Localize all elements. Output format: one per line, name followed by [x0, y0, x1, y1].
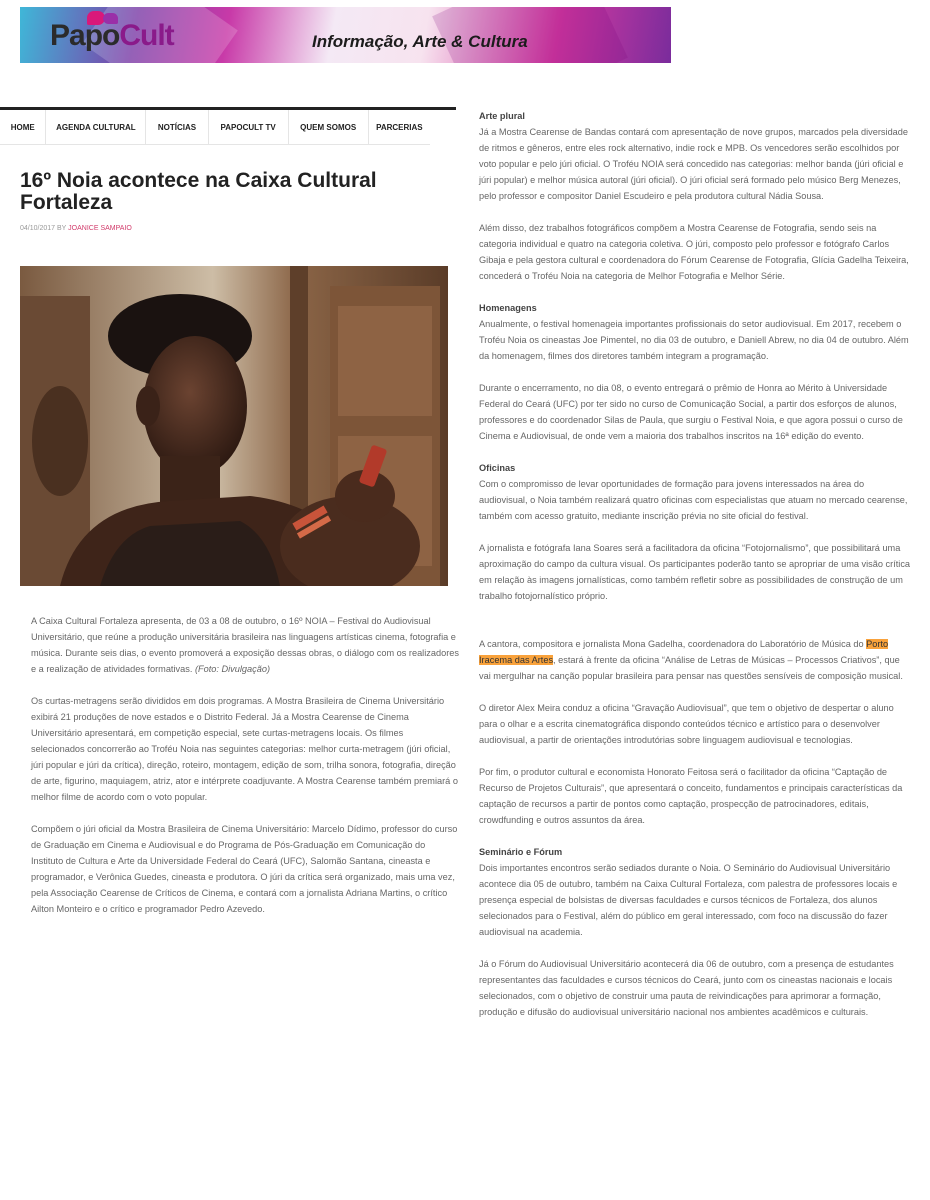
article-paragraph: Já a Mostra Cearense de Bandas contará com apresentação de nove grupos, marcados pela diversidade de ritmos e gêneros, entre eles rock alternativo, indie rock e MPB. Os vencedores serão escolhidos por voto popular e pelo júri oficial. O Troféu NOIA será concedido nas categorias: melhor banda (júri oficial e júri popular) e melhor música autoral (júri oficial). O júri oficial será formado pelo músico Berg Menezes, pelo professor e compositor Daniel Escudeiro e pela produtora cultural Nádia Sousa. [479, 127, 909, 201]
article-paragraph: Durante o encerramento, no dia 08, o evento entregará o prêmio de Honra ao Mérito à Universidade Federal do Ceará (UFC) por ter sido no curso de Comunicação Social, a partir dos esforços de alunos, professores e do coordenador Silas de Paula, que surgiu o Festival Noia, e que agora possui o curso de Cinema e Audiovisual, de onde vem a maioria dos trabalhos inscritos na 16ª edição do evento. [479, 383, 903, 441]
article-paragraph: Os curtas-metragens serão divididos em dois programas. A Mostra Brasileira de Cinema Universitário exibirá 21 produções de nove estados e o Distrito Federal. Já a Mostra Cearense de Cinema Universitário apresentará, em competição especial, sete curtas-metragens locais. Os filmes selecionados concorrerão ao Troféu Noia nas seguintes categorias: melhor curta-metragem (júri oficial, júri popular e júri da crítica), direção, roteiro, montagem, edição de som, trilha sonora, fotografia, direção de arte, figurino, maquiagem, atriz, ator e intérprete coadjuvante. A Mostra Cearense também premiará o melhor filme de acordo com o voto popular. [31, 696, 458, 802]
photo-illustration [20, 266, 448, 586]
article-date: 04/10/2017 [20, 225, 56, 232]
header-banner [20, 7, 671, 63]
by-label: BY [57, 225, 67, 232]
nav-item-agenda-cultural[interactable]: AGENDA CULTURAL [46, 110, 146, 144]
article-paragraph: A jornalista e fotógrafa Iana Soares será a facilitadora da oficina “Fotojornalismo”, que possibilitará uma aproximação do campo da cultura visual. Os participantes poderão tanto se apropriar de uma visão crítica em relação às imagens jornalísticas, como também refletir sobre as possibilidades de construção de um trabalho fotojornalístico próprio. [479, 543, 911, 601]
article-paragraph [31, 613, 459, 677]
paragraph-text: , estará à frente da oficina “Análise de Letras de Músicas – Processos Criativos”, que vai mergulhar na canção popular brasileira para pensar nas questões sensíveis de composição musical. [479, 655, 903, 681]
logo-part-2: Cult [119, 19, 174, 52]
article-paragraph: Compõem o júri oficial da Mostra Brasileira de Cinema Universitário: Marcelo Dídimo, professor do curso de Graduação em Cinema e Audiovisual e do Programa de Pós-Graduação em Comunicação do Instituto de Cultura e Arte da Universidade Federal do Ceará (UFC), Salomão Santana, cineasta e programador, e Verônica Guedes, cineasta e produtora. O júri da crítica será organizado, mais uma vez, pela Associação Cearense de Críticos de Cinema, e contará com a jornalista Adriana Martins, o crítico Ailton Monteiro e o crítico e programador Pedro Azevedo. [31, 824, 458, 914]
nav-item-noticias[interactable]: NOTÍCIAS [146, 110, 208, 144]
article-author-link[interactable]: JOANICE SAMPAIO [68, 225, 132, 232]
nav-item-home[interactable]: HOME [0, 110, 46, 144]
article-meta [20, 225, 132, 232]
nav-item-quem-somos[interactable]: QUEM SOMOS [289, 110, 369, 144]
article-paragraph: Por fim, o produtor cultural e economista Honorato Feitosa será o facilitador da oficina “Captação de Recurso de Projetos Culturais”, que apresentará o conceito, fundamentos e principais características da captação de recursos a partir de pontos como captação, prospecção de patrocinadores, editais, crowdfunding e outros assuntos da área. [479, 767, 903, 825]
section-heading-arte-plural: Arte plural [479, 111, 525, 121]
article-paragraph: Anualmente, o festival homenageia importantes profissionais do setor audiovisual. Em 2017, recebem o Troféu Noia os cineastas Joe Pimentel, no dia 03 de outubro, e Daniell Abrew, no dia 04 de outubro. Além da homenagem, filmes dos diretores também integram a programação. [479, 319, 909, 361]
photo-credit: (Foto: Divulgação) [194, 664, 271, 674]
section-heading-homenagens: Homenagens [479, 303, 537, 313]
article-title: 16º Noia acontece na Caixa Cultural Fortaleza [20, 169, 377, 214]
article-paragraph: Dois importantes encontros serão sediados durante o Noia. O Seminário do Audiovisual Universitário acontece dia 05 de outubro, também na Caixa Cultural Fortaleza, com palestra de professores locais e presença especial de bolsistas de diversas faculdades e cursos técnicos de Fortaleza, dos alunos selecionados para o Festival, além do público em geral interessado, com foco na discussão do fazer audiovisual na academia. [479, 863, 898, 937]
site-tagline: Informação, Arte & Cultura [312, 32, 528, 51]
article-paragraph: Além disso, dez trabalhos fotográficos compõem a Mostra Cearense de Fotografia, sendo seis na categoria individual e quatro na categoria coletiva. O júri, composto pelo professor e fotógrafo Carlos Gibaja e pela gestora cultural e coordenadora do Fórum Cearense de Fotografia, Glícia Gadelha Teixeira, concederá o Troféu Noia na categoria de Melhor Fotografia e Melhor Série. [479, 223, 909, 281]
section-heading-seminario-forum: Seminário e Fórum [479, 847, 563, 857]
featured-photo [20, 266, 448, 586]
highlighted-link-porto-iracema[interactable]: Porto Iracema das Artes [479, 639, 889, 665]
article-paragraph: Já o Fórum do Audiovisual Universitário acontecerá dia 06 de outubro, com a presença de estudantes representantes das faculdades e cursos técnicos do Ceará, junto com os cineastas nacionais e locais selecionados, com o objetivo de construir uma pauta de reivindicações para aprimorar a formação, produção e difusão do audiovisual universitário nacional nos ambientes acadêmicos e culturais. [479, 959, 894, 1017]
nav-item-parcerias[interactable]: PARCERIAS [376, 122, 423, 132]
article-body-left [31, 613, 459, 933]
nav-item-papocult-tv[interactable]: PAPOCULT TV [209, 110, 289, 144]
main-nav [0, 110, 430, 145]
section-heading-oficinas: Oficinas [479, 463, 516, 473]
article-paragraph: O diretor Alex Meira conduz a oficina “Gravação Audiovisual”, que tem o objetivo de despertar o aluno para o olhar e a escrita cinematográfica dispondo conteúdos técnico e artístico para o desenvolver audiovisual, a partir de orientações introdutórias sobre linguagem audiovisual e tecnologias. [479, 703, 894, 745]
paragraph-text: A cantora, compositora e jornalista Mona Gadelha, coordenadora do Laboratório de Música do [479, 639, 867, 649]
article-paragraph [479, 636, 911, 684]
paragraph-text: A Caixa Cultural Fortaleza apresenta, de 03 a 08 de outubro, o 16º NOIA – Festival do Audiovisual Universitário, que reúne a produção universitária brasileira nas linguagens artísticas cinema, fotografia e música. Durante seis dias, o evento promoverá a exposição dessas obras, o diálogo com os realizadores e a realização de atividades formativas. [31, 616, 459, 674]
article-paragraph: Com o compromisso de levar oportunidades de formação para jovens interessados na área do audiovisual, o Noia também realizará quatro oficinas com especialistas que atuam no mercado cearense, também com acesso gratuito, mediante inscrição prévia no site oficial do festival. [479, 479, 908, 521]
site-logo[interactable] [50, 19, 174, 53]
logo-part-1: Papo [50, 19, 120, 52]
article-body-right [479, 108, 911, 1036]
